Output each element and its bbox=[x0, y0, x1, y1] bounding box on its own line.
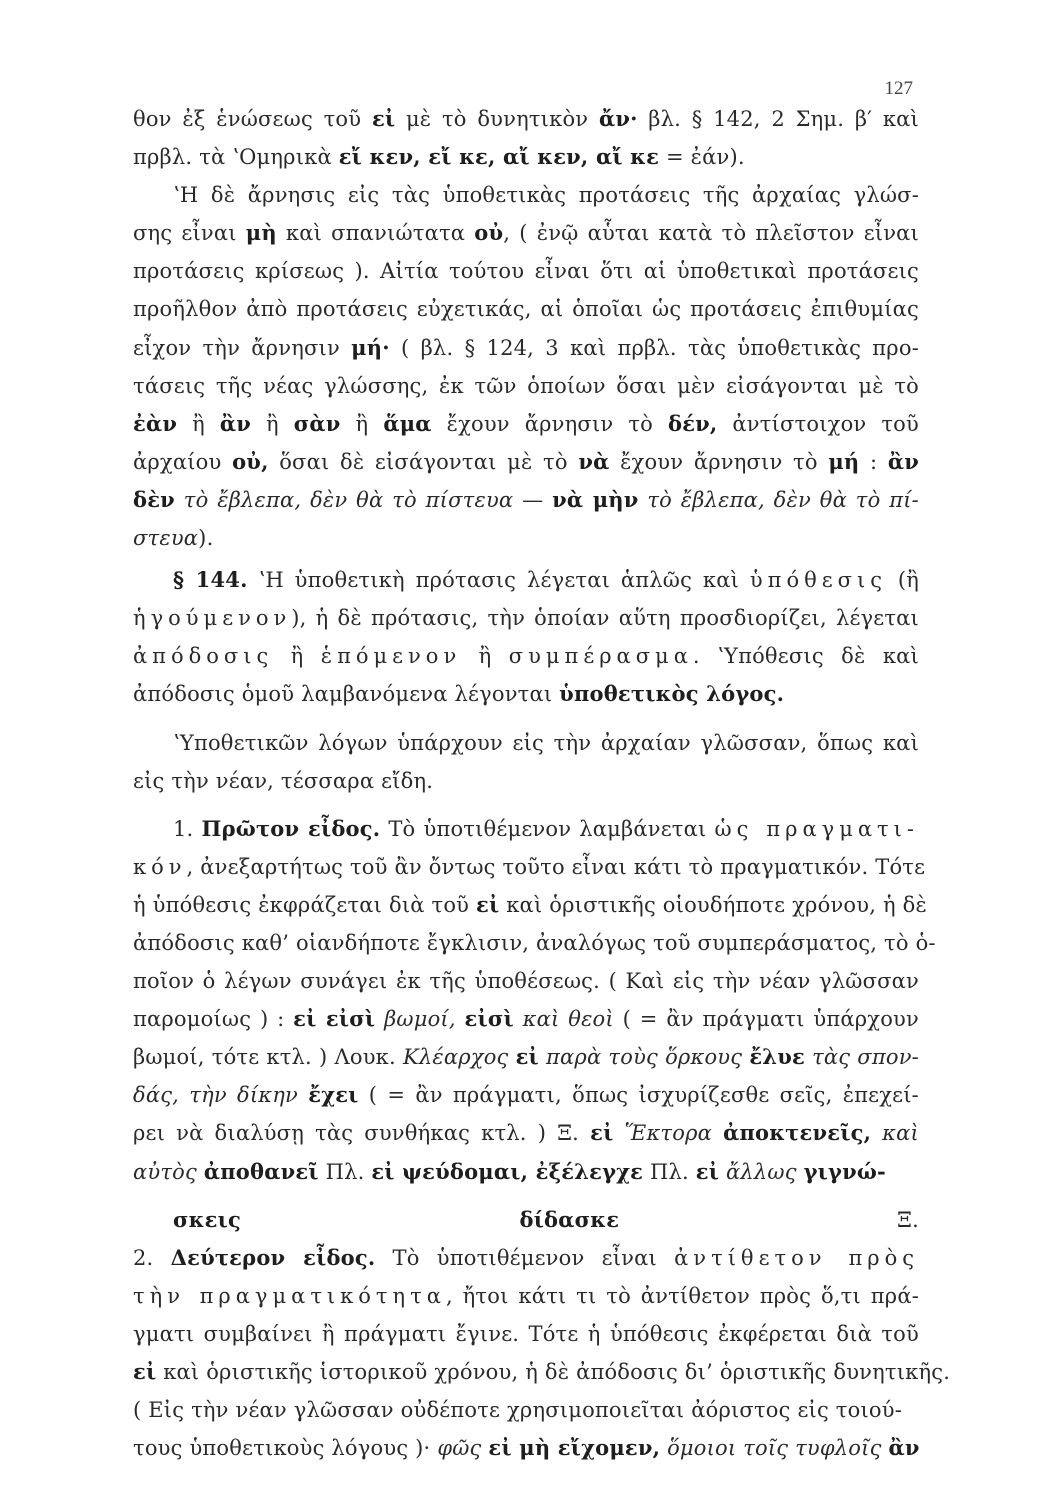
text-run: προῆλθον ἀπὸ προτάσεις εὐχετικάς, αἱ ὁποῖαι ὡς προτάσεις ἐπιθυμίας bbox=[133, 297, 919, 322]
text-run bbox=[712, 1121, 723, 1145]
italic-example: ὅμοιοι τοῖς τυφλοῖς bbox=[667, 1436, 882, 1461]
spaced-term: τὴν πραγματικότητα bbox=[133, 1283, 446, 1308]
spaced-term: ὡς πραγματι- bbox=[714, 816, 919, 841]
text-run: παρομοίως ) : bbox=[133, 1007, 294, 1032]
text-line bbox=[133, 138, 919, 176]
bold-term: ἅμα bbox=[383, 410, 432, 436]
text-line bbox=[133, 405, 919, 443]
bold-term: μὴ bbox=[245, 220, 277, 246]
bold-term: εἰ bbox=[515, 1044, 539, 1070]
text-run: Τὸ ὑποτιθέμενον λαμβάνεται bbox=[380, 816, 715, 841]
text-run: 2. bbox=[133, 1245, 171, 1270]
bold-term: ἄν· bbox=[598, 106, 638, 131]
text-line bbox=[133, 214, 919, 252]
bold-term: νὰ bbox=[578, 448, 610, 474]
text-line bbox=[133, 810, 919, 848]
bold-term: εἰ ψεύδομαι, ἐξέλεγχε bbox=[371, 1158, 644, 1184]
text-run: — bbox=[513, 487, 553, 512]
text-run: , ἤτοι κάτι τι τὸ ἀντίθετον πρὸς ὅ,τι πρά- bbox=[445, 1283, 919, 1308]
text-run: ἢ bbox=[251, 411, 294, 436]
italic-example: καὶ θεοὶ bbox=[522, 1007, 614, 1032]
italic-example: τὸ ἔβλεπα, δὲν θὰ τὸ πίστευα bbox=[183, 487, 514, 512]
bold-term: ἔχει bbox=[308, 1082, 359, 1108]
text-line bbox=[133, 1153, 919, 1191]
text-run: εἶχον τὴν ἄρνησιν bbox=[133, 335, 352, 360]
text-run bbox=[539, 1045, 546, 1069]
text-run: ἔχουν ἄρνησιν τὸ bbox=[431, 411, 668, 436]
bold-term: εἰ εἰσὶ bbox=[293, 1006, 376, 1032]
text-run: ( = ἂν πράγματι, ὅπως ἰσχυρίζεσθε σεῖς, ἐπεχεί- bbox=[358, 1083, 919, 1108]
italic-example: φῶς bbox=[437, 1436, 482, 1461]
text-run: Τὸ ὑποτιθέμενον εἶναι bbox=[375, 1245, 675, 1270]
text-run: θον ἐξ ἑνώσεως τοῦ bbox=[133, 107, 372, 131]
text-run: προτάσεις κρίσεως ). Αἰτία τούτου εἶναι ὅτι αἱ ὑποθετικαὶ προτάσεις bbox=[133, 259, 919, 284]
bold-term: εἰ bbox=[695, 1158, 720, 1184]
text-run: ἢ bbox=[340, 411, 384, 436]
spaced-term: ἀντίθετον πρὸς bbox=[674, 1245, 920, 1270]
italic-example: στευα bbox=[133, 526, 199, 551]
text-run bbox=[298, 1083, 308, 1107]
bold-term: Πρῶτον εἶδος. bbox=[201, 815, 381, 841]
text-run: ἢ bbox=[177, 411, 220, 436]
text-run: τάσεις τῆς νέας γλώσσης, ἐκ τῶν ὁποίων ὅσαι μὲν εἰσάγονται μὲ τὸ bbox=[133, 373, 919, 398]
text-line bbox=[133, 675, 919, 713]
bold-term: εἰ μὴ εἴχομεν, bbox=[488, 1435, 661, 1461]
italic-example: βωμοί, bbox=[384, 1007, 456, 1032]
spaced-term: συμπέρασμα bbox=[508, 644, 693, 669]
spaced-term: ἡγούμενον bbox=[133, 606, 292, 631]
text-run: εἰς τὴν νέαν, τέσσαρα εἴδη. bbox=[133, 768, 434, 793]
text-line bbox=[133, 1000, 919, 1038]
text-line bbox=[133, 561, 919, 599]
page-number: 127 bbox=[884, 78, 913, 99]
text-line bbox=[133, 290, 919, 328]
text-line bbox=[133, 1315, 919, 1353]
text-run: , ἀνεξαρτήτως τοῦ ἂν ὄντως τοῦτο εἶναι κάτι τὸ πραγματικόν. Τότε bbox=[186, 854, 926, 879]
text-line bbox=[133, 1076, 919, 1114]
text-run: πρβλ. τὰ ʽΟμηρικὰ bbox=[133, 145, 339, 170]
text-run: ἀπόδοσις ὁμοῦ λαμβανόμενα λέγονται bbox=[133, 682, 560, 707]
bold-term: δέν, bbox=[667, 410, 718, 436]
bold-term: § 144. bbox=[173, 567, 248, 593]
bold-term: οὐ bbox=[474, 220, 504, 246]
text-run bbox=[514, 1007, 523, 1031]
text-run bbox=[175, 488, 184, 512]
bold-term: εἰ bbox=[590, 1120, 614, 1146]
text-line bbox=[133, 481, 919, 519]
text-run: Πλ. bbox=[643, 1159, 696, 1184]
text-run: ὅσαι δὲ εἰσάγονται μὲ τὸ bbox=[268, 449, 579, 474]
bold-term: ἔλυε bbox=[749, 1044, 805, 1070]
bold-term: εἰ bbox=[476, 891, 500, 917]
text-run: ἔχουν ἄρνησιν τὸ bbox=[609, 449, 829, 474]
text-line bbox=[133, 1114, 919, 1152]
text-line bbox=[133, 1038, 919, 1076]
text-run bbox=[797, 1160, 804, 1184]
text-run: καὶ ὁριστικῆς οἱουδήποτε χρόνου, ἡ δὲ bbox=[499, 892, 927, 917]
text-run: μὲ τὸ δυνητικὸν bbox=[395, 107, 599, 131]
bold-term: ἀποκτενεῖς, bbox=[723, 1120, 872, 1146]
text-line bbox=[133, 924, 936, 962]
text-run bbox=[805, 1045, 812, 1069]
text-run: . ʽΥπόθεσις δὲ καὶ bbox=[692, 644, 919, 669]
text-run: ἀντίστοιχον τοῦ bbox=[717, 411, 919, 436]
text-run: ), ἡ δὲ πρότασις, τὴν ὁποίαν αὕτη προσδιορίζει, λέγεται bbox=[291, 606, 919, 631]
italic-example: Κλέαρχος bbox=[402, 1045, 509, 1070]
text-run: γματι συμβαίνει ἢ πράγματι ἔγινε. Τότε ἡ ὑπόθεσις ἐκφέρεται διὰ τοῦ bbox=[133, 1321, 919, 1346]
text-run: ( = ἂν πράγματι ὑπάρχουν bbox=[613, 1007, 919, 1032]
text-run: (ἢ bbox=[886, 568, 919, 593]
text-run: 1. bbox=[173, 816, 202, 841]
text-run: ἀρχαίου bbox=[133, 449, 233, 474]
text-line bbox=[133, 1429, 919, 1467]
text-run: ποῖον ὁ λέγων συνάγει ἐκ τῆς ὑποθέσεως. ( Καὶ εἰς τὴν νέαν γλῶσσαν bbox=[133, 969, 919, 994]
italic-example: αὐτὸς bbox=[133, 1159, 197, 1184]
text-run: ἢ bbox=[273, 644, 321, 669]
text-line bbox=[133, 886, 927, 924]
text-run bbox=[719, 1160, 726, 1184]
text-run: ἢ bbox=[461, 644, 509, 669]
text-line bbox=[133, 1391, 919, 1429]
text-run: σης εἶναι bbox=[133, 221, 246, 246]
text-line bbox=[133, 1353, 951, 1391]
text-line bbox=[133, 762, 919, 800]
bold-term: οὐ, bbox=[232, 448, 269, 474]
bold-term: ὑποθετικὸς λόγος. bbox=[559, 681, 785, 707]
text-run bbox=[375, 1007, 384, 1031]
text-line bbox=[133, 252, 919, 290]
text-line bbox=[133, 367, 919, 405]
text-line bbox=[133, 1239, 919, 1277]
bold-term: εἰ bbox=[371, 106, 396, 131]
text-run: , ( ἐνῷ αὗται κατὰ τὸ πλεῖστον εἶναι bbox=[503, 221, 919, 246]
italic-example: παρὰ τοὺς ὅρκους bbox=[546, 1045, 743, 1070]
text-run: ʽΗ ὑποθετικὴ πρότασις λέγεται ἁπλῶς καὶ bbox=[247, 568, 750, 593]
text-line bbox=[133, 637, 919, 675]
text-run: ρει νὰ διαλύσῃ τὰς συνθήκας κτλ. ) Ξ. bbox=[133, 1121, 591, 1146]
bold-term: Δεύτερον εἶδος. bbox=[170, 1244, 376, 1270]
text-line bbox=[133, 724, 919, 762]
text-line bbox=[133, 962, 919, 1000]
bold-term: μή bbox=[828, 448, 860, 474]
bold-term: ἐὰν bbox=[133, 410, 178, 436]
spaced-term: ἑπόμενον bbox=[320, 644, 462, 669]
italic-example: καὶ bbox=[882, 1121, 919, 1146]
text-run: ( βλ. § 124, 3 καὶ πρβλ. τὰς ὑποθετικὰς προ- bbox=[389, 335, 919, 360]
text-line bbox=[133, 1277, 919, 1315]
text-run bbox=[509, 1045, 516, 1069]
text-run: τους ὑποθετικοὺς λόγους )· bbox=[133, 1436, 438, 1461]
text-line bbox=[133, 1201, 919, 1239]
bold-term: σὰν bbox=[293, 410, 341, 436]
text-run: βλ. § 142, 2 Σημ. β′ καὶ bbox=[637, 107, 919, 131]
text-line bbox=[133, 176, 919, 214]
italic-example: δάς, τὴν δίκην bbox=[133, 1083, 299, 1108]
bold-term: εἰ bbox=[133, 1359, 157, 1384]
text-run: καὶ ὁριστικῆς ἱστορικοῦ χρόνου, ἡ δὲ ἀπόδοσις δι’ ὁριστικῆς δυνητικῆς. bbox=[156, 1360, 951, 1384]
text-run: καὶ σπανιώτατα bbox=[276, 221, 475, 246]
spaced-term: κόν bbox=[133, 854, 187, 879]
italic-example: τὸ ἔβλεπα, δὲν θὰ τὸ πί- bbox=[647, 487, 919, 512]
bold-term: εἰσὶ bbox=[464, 1006, 514, 1032]
italic-example: τὰς σπον- bbox=[812, 1045, 919, 1070]
text-run bbox=[639, 488, 648, 512]
text-run bbox=[456, 1007, 465, 1031]
bold-term: ἂν bbox=[219, 410, 251, 436]
text-run: ἡ ὑπόθεσις ἐκφράζεται διὰ τοῦ bbox=[133, 892, 477, 917]
text-line bbox=[133, 519, 919, 557]
text-line bbox=[133, 848, 926, 886]
text-line bbox=[133, 100, 919, 138]
bold-term: σκεις δίδασκε bbox=[173, 1206, 620, 1232]
text-run: ʽΗ δὲ ἄρνησις εἰς τὰς ὑποθετικὰς προτάσεις τῆς ἀρχαίας γλώσ- bbox=[173, 183, 919, 208]
text-run bbox=[613, 1121, 624, 1145]
body-text bbox=[133, 100, 951, 1467]
text-run bbox=[197, 1160, 204, 1184]
bold-term: νὰ μὴν bbox=[552, 486, 639, 512]
text-run: ʽΥποθετικῶν λόγων ὑπάρχουν εἰς τὴν ἀρχαίαν γλῶσσαν, ὅπως καὶ bbox=[173, 730, 919, 755]
bold-term: ἀποθανεῖ bbox=[203, 1158, 319, 1184]
text-run: ( Εἰς τὴν νέαν γλῶσσαν οὐδέποτε χρησιμοποιεῖται ἀόριστος εἰς τοιού- bbox=[133, 1398, 902, 1423]
bold-term: γιγνώ- bbox=[803, 1158, 886, 1184]
italic-example: ἄλλως bbox=[726, 1159, 797, 1184]
bold-term: ἂν bbox=[888, 1435, 920, 1461]
text-run: βωμοί, τότε κτλ. ) Λουκ. bbox=[133, 1045, 403, 1070]
text-line bbox=[133, 443, 919, 481]
text-run bbox=[871, 1121, 882, 1145]
spaced-term: ἀπόδοσις bbox=[133, 644, 274, 669]
text-line bbox=[133, 599, 919, 637]
bold-term: μή· bbox=[351, 334, 390, 360]
spaced-term: ὑπόθεσις bbox=[749, 568, 887, 593]
bold-term: ἂν bbox=[887, 448, 919, 474]
text-run: : bbox=[859, 449, 888, 474]
bold-term: εἴ κεν, εἴ κε, αἴ κεν, αἴ κε bbox=[338, 144, 660, 170]
italic-example: Ἕκτορα bbox=[624, 1121, 713, 1146]
text-run: Ξ. bbox=[619, 1207, 919, 1232]
text-run: ). bbox=[198, 526, 214, 551]
bold-term: δὲν bbox=[133, 486, 175, 512]
text-run: ἀπόδοσις καθ’ οἱανδήποτε ἔγκλισιν, ἀναλόγως τοῦ συμπεράσματος, τὸ ὁ- bbox=[133, 930, 936, 955]
text-line bbox=[133, 329, 919, 367]
text-run: = ἐάν). bbox=[659, 145, 745, 170]
text-run: Πλ. bbox=[318, 1159, 372, 1184]
